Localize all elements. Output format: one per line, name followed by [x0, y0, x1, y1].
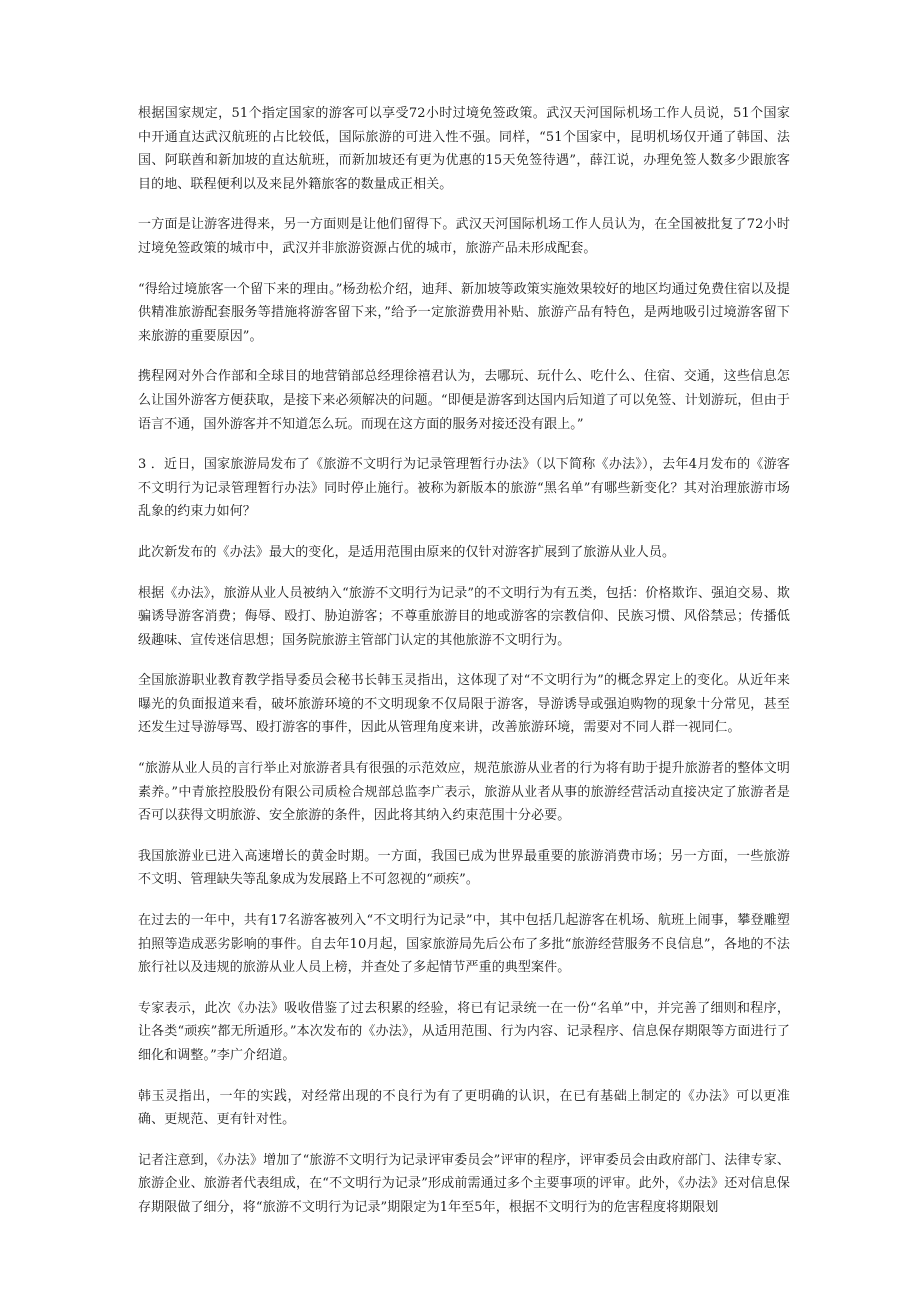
paragraph-8: 全国旅游职业教育教学指导委员会秘书长韩玉灵指出，这体现了对“不文明行为”的概念界定上的变化。从近年来曝光的负面报道来看，破坏旅游环境的不文明现象不仅局限于游客，导游诱导或强迫购物的现象十分常见，甚至还发生过导游辱骂、殴打游客的事件，因此从管理角度来讲，改善旅游环境，需要对不同人群一视同仁。: [138, 673, 790, 736]
paragraph-10: 我国旅游业已进入高速增长的黄金时期。一方面，我国已成为世界最重要的旅游消费市场；另一方面，一些旅游不文明、管理缺失等乱象成为发展路上不可忽视的“顽疾”。: [138, 848, 790, 888]
document-body: [138, 102, 790, 1237]
paragraph-3: “得给过境旅客一个留下来的理由。”杨劲松介绍，迪拜、新加坡等政策实施效果较好的地区均通过免费住宿以及提供精准旅游配套服务等措施将游客留下来，”给予一定旅游费用补贴、旅游产品有特色，是两地吸引过境游客留下来旅游的重要原因”。: [138, 281, 790, 344]
paragraph-9: “旅游从业人员的言行举止对旅游者具有很强的示范效应，规范旅游从业者的行为将有助于提升旅游者的整体文明素养。”中青旅控股股份有限公司质检合规部总监李广表示，旅游从业者从事的旅游经营活动直接决定了旅游者是否可以获得文明旅游、安全旅游的条件，因此将其纳入约束范围十分必要。: [138, 761, 790, 824]
paragraph-13: 韩玉灵指出，一年的实践，对经常出现的不良行为有了更明确的认识，在已有基础上制定的《办法》可以更准确、更规范、更有针对性。: [138, 1088, 790, 1128]
paragraph-12: 专家表示，此次《办法》吸收借鉴了过去积累的经验，将已有记录统一在一份“名单”中，并完善了细则和程序，让各类“顽疾”都无所遁形。”本次发布的《办法》，从适用范围、行为内容、记录程序、信息保存期限等方面进行了细化和调整。”李广介绍道。: [138, 1000, 790, 1063]
paragraph-11: 在过去的一年中，共有17名游客被列入“不文明行为记录”中，其中包括几起游客在机场、航班上闹事，攀登雕塑拍照等造成恶劣影响的事件。自去年10月起，国家旅游局先后公布了多批“旅游经营服务不良信息”，各地的不法旅行社以及违规的旅游从业人员上榜，并查处了多起情节严重的典型案件。: [138, 913, 790, 976]
paragraph-14: 记者注意到，《办法》增加了“旅游不文明行为记录评审委员会”评审的程序，评审委员会由政府部门、法律专家、旅游企业、旅游者代表组成，在“不文明行为记录”形成前需通过多个主要事项的评审。此外，《办法》还对信息保存期限做了细分，将“旅游不文明行为记录”期限定为1年至5年，根据不文明行为的危害程度将期限划: [138, 1152, 790, 1215]
paragraph-1: 根据国家规定，51个指定国家的游客可以享受72小时过境免签政策。武汉天河国际机场工作人员说，51个国家中开通直达武汉航班的占比较低，国际旅游的可进入性不强。同样，“51个国家中，昆明机场仅开通了韩国、法国、阿联酋和新加坡的直达航班，而新加坡还有更为优惠的15天免签待遇”，薛江说，办理免签人数多少跟旅客目的地、联程便利以及来昆外籍旅客的数量成正相关。: [138, 106, 790, 192]
paragraph-2: 一方面是让游客进得来，另一方面则是让他们留得下。武汉天河国际机场工作人员认为，在全国被批复了72小时过境免签政策的城市中，武汉并非旅游资源占优的城市，旅游产品未形成配套。: [138, 217, 790, 256]
paragraph-6: 此次新发布的《办法》最大的变化，是适用范围由原来的仅针对游客扩展到了旅游从业人员。: [138, 544, 676, 560]
paragraph-4: 携程网对外合作部和全球目的地营销部总经理徐禧君认为，去哪玩、玩什么、吃什么、住宿、交通，这些信息怎么让国外游客方便获取，是接下来必须解决的问题。“即便是游客到达国内后知道了可以免签、计划游玩，但由于语言不通，国外游客并不知道怎么玩。而现在这方面的服务对接还没有跟上。”: [138, 369, 790, 432]
paragraph-7: 根据《办法》，旅游从业人员被纳入“旅游不文明行为记录”的不文明行为有五类，包括：价格欺诈、强迫交易、欺骗诱导游客消费；侮辱、殴打、胁迫游客；不尊重旅游目的地或游客的宗教信仰、民族习惯、风俗禁忌；传播低级趣味、宣传迷信思想；国务院旅游主管部门认定的其他旅游不文明行为。: [138, 585, 790, 648]
paragraph-5: 3 ．近日，国家旅游局发布了《旅游不文明行为记录管理暂行办法》（以下简称《办法》），去年4月发布的《游客不文明行为记录管理暂行办法》同时停止施行。被称为新版本的旅游“黑名单”有哪些新变化？其对治理旅游市场乱象的约束力如何？: [138, 457, 790, 520]
